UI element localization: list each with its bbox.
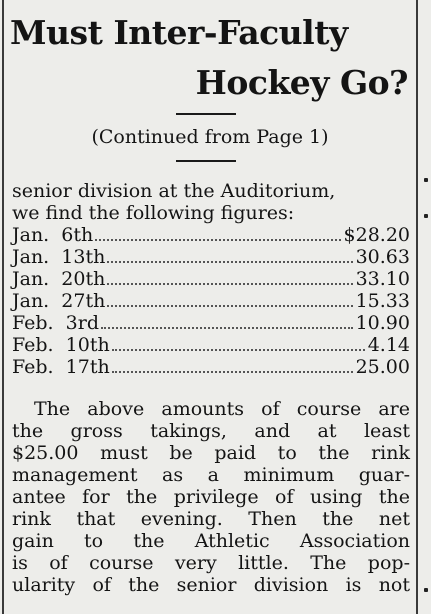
text-line: management as a minimum guar- <box>12 464 410 486</box>
figure-row <box>12 224 410 246</box>
text-line: $25.00 must be paid to the rink <box>12 442 410 464</box>
figure-date: Jan. 6th <box>12 224 94 246</box>
figure-row <box>12 290 410 312</box>
figure-row <box>12 246 410 268</box>
text-line: rink that evening. Then the net <box>12 508 410 530</box>
dot-leader <box>112 349 365 351</box>
headline-line-2: Hockey Go? <box>195 63 408 102</box>
figure-row <box>12 334 410 356</box>
figure-amount: 4.14 <box>367 334 410 356</box>
adjacent-column-mark <box>424 588 428 592</box>
figure-amount: 25.00 <box>355 356 410 378</box>
figure-date: Feb. 10th <box>12 334 110 356</box>
figure-date: Jan. 20th <box>12 268 106 290</box>
headline-line-1: Must Inter-Faculty <box>10 13 348 52</box>
figure-date: Jan. 13th <box>12 246 106 268</box>
figure-date: Feb. 17th <box>12 356 110 378</box>
text-line: the gross takings, and at least <box>12 420 410 442</box>
dot-leader <box>101 327 353 329</box>
dot-leader <box>107 305 352 307</box>
text-line: ularity of the senior division is not <box>12 574 410 596</box>
text-line: is of course very little. The pop- <box>12 552 410 574</box>
adjacent-column-mark <box>424 178 428 182</box>
figure-amount: 30.63 <box>355 246 410 268</box>
column-rule-left <box>2 0 4 614</box>
figure-row <box>12 356 410 378</box>
body-paragraph <box>12 398 410 596</box>
column-rule-right <box>416 0 418 614</box>
text-line: we find the following figures: <box>12 202 295 224</box>
text-line: gain to the Athletic Association <box>12 530 410 552</box>
figure-row <box>12 312 410 334</box>
figure-amount: 10.90 <box>355 312 410 334</box>
dot-leader <box>112 371 353 373</box>
intro-paragraph <box>12 180 410 224</box>
figure-date: Jan. 27th <box>12 290 106 312</box>
divider-rule <box>176 160 236 162</box>
figure-date: Feb. 3rd <box>12 312 100 334</box>
dot-leader <box>95 239 340 241</box>
divider-rule <box>176 113 236 115</box>
figure-amount: $28.20 <box>343 224 410 246</box>
text-line: senior division at the Auditorium, <box>12 180 336 202</box>
dot-leader <box>107 261 352 263</box>
figures-table <box>12 224 410 378</box>
adjacent-column-mark <box>424 214 428 218</box>
figure-amount: 15.33 <box>355 290 410 312</box>
text-line: The above amounts of course are <box>34 398 410 420</box>
figure-amount: 33.10 <box>355 268 410 290</box>
continued-note: (Continued from Page 1) <box>91 126 329 148</box>
dot-leader <box>107 283 352 285</box>
figure-row <box>12 268 410 290</box>
text-line: antee for the privilege of using the <box>12 486 410 508</box>
